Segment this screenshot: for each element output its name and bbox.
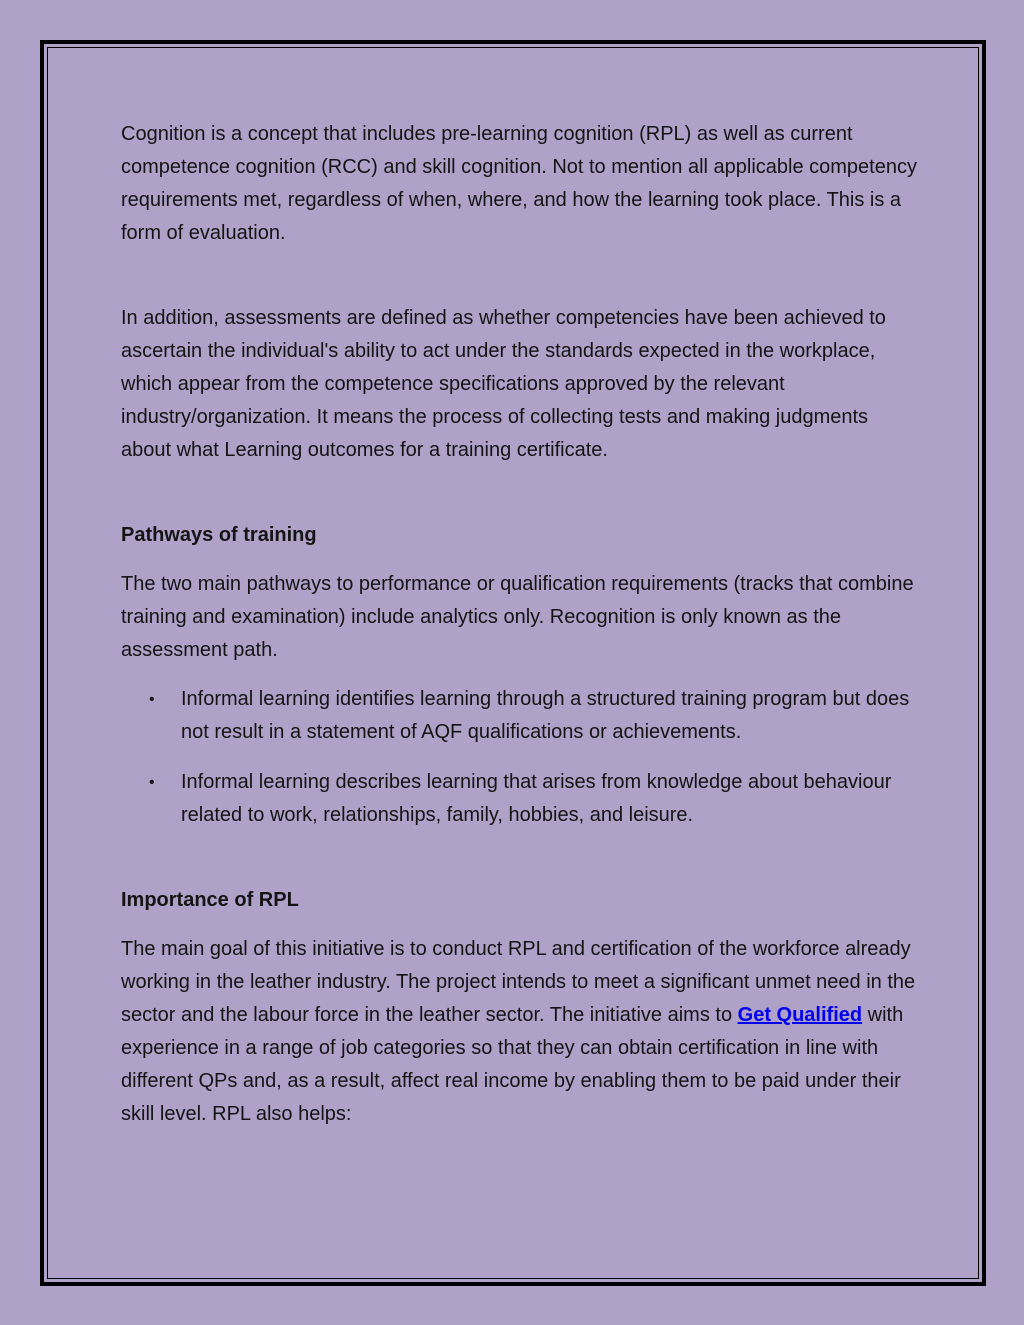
paragraph-importance [121,933,921,1131]
list-item-text: Informal learning identifies learning through a structured training program but does not result in a statement of AQF qualifications or achievements. [181,688,910,743]
paragraph-assessments: In addition, assessments are defined as whether competencies have been achieved to ascertain the individual's ability to act under the standards expected in the workplace, which appear from the competence specifications approved by the relevant industry/organization. It means the process of collecting tests and making judgments about what Learning outcomes for a training certificate. [121,307,886,461]
get-qualified-link[interactable]: Get Qualified [737,1004,863,1026]
paragraph-pathways: The two main pathways to performance or qualification requirements (tracks that combine training and examination) include analytics only. Recognition is only known as the assessment path. [121,573,914,661]
heading-pathways-of-training: Pathways of training [121,524,317,546]
list-item [121,766,921,832]
heading-importance-of-rpl: Importance of RPL [121,889,299,911]
list-item [121,683,921,749]
list-item-text: Informal learning describes learning that arises from knowledge about behaviour related to work, relationships, family, hobbies, and leisure. [181,771,892,826]
bullet-icon: • [149,691,155,708]
paragraph-cognition: Cognition is a concept that includes pre-learning cognition (RPL) as well as current competence cognition (RCC) and skill cognition. Not to mention all applicable competency requirements met, regardless of when, where, and how the learning took place. This is a form of evaluation. [121,123,917,244]
document-body [121,118,921,1131]
pathways-bullet-list [121,683,921,832]
bullet-icon: • [149,774,155,791]
paragraph-text-after-link: with experience in a range of job categories so that they can obtain certification in line with different QPs and, as a result, affect real income by enabling them to be paid under their skill level. RPL also helps: [121,1004,904,1125]
paragraph-text-before-link: The main goal of this initiative is to conduct RPL and certification of the workforce already working in the leather industry. The project intends to meet a significant unmet need in the sector and the labour force in the leather sector. The initiative aims to [121,938,916,1026]
